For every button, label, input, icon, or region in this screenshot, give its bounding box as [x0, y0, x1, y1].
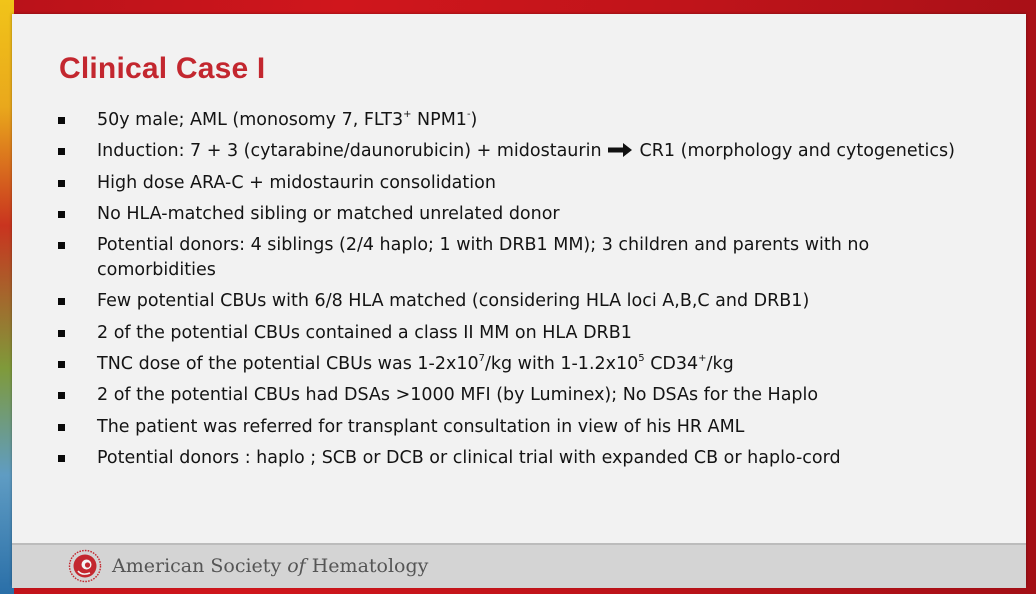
bullet-item: [58, 289, 958, 314]
bullet-text: TNC dose of the potential CBUs was 1-2x10: [97, 354, 479, 375]
bullet-text: High dose ARA-C + midostaurin consolidation: [97, 172, 496, 193]
bullet-item: [58, 446, 958, 471]
bullet-text: CD34: [644, 354, 699, 375]
bullet-text: No HLA-matched sibling or matched unrelated donor: [97, 203, 560, 224]
bullet-text: Induction: 7 + 3 (cytarabine/daunorubicin) + midostaurin: [97, 141, 602, 162]
ash-logo-icon: [68, 549, 102, 583]
bullet-item: [58, 171, 958, 196]
bullet-superscript: +: [403, 109, 412, 121]
bullet-item: [58, 383, 958, 408]
footer-org-name: American Society of Hematology: [112, 555, 429, 577]
bullet-text: /kg with 1-1.2x10: [484, 354, 639, 375]
bullet-text: Potential donors : haplo ; SCB or DCB or clinical trial with expanded CB or haplo-cord: [97, 447, 841, 468]
bullet-superscript: +: [698, 353, 707, 365]
bullet-item: [58, 415, 958, 440]
bullet-text: /kg: [706, 354, 734, 375]
bullet-item: [58, 233, 958, 283]
bullet-item: [58, 108, 958, 133]
bullet-text: CR1 (morphology and cytogenetics): [639, 141, 955, 162]
bullet-superscript: 7: [478, 353, 485, 365]
bullet-text: Potential donors: 4 siblings (2/4 haplo; 1 with DRB1 MM); 3 children and parents with no comorbidities: [97, 235, 870, 281]
bullet-item: [58, 202, 958, 227]
bullet-superscript: -: [466, 109, 471, 121]
right-arrow-icon: [608, 143, 632, 157]
bullet-item: [58, 352, 958, 377]
bullet-text: 50y male; AML (monosomy 7, FLT3: [97, 110, 404, 130]
slide: [12, 14, 1026, 586]
bullet-superscript: 5: [638, 353, 645, 365]
bullet-item: [58, 321, 958, 346]
footer-bar: [12, 543, 1026, 588]
bullet-text: NPM1: [411, 110, 467, 130]
bullet-item: [58, 139, 958, 164]
slide-title: Clinical Case I: [59, 52, 266, 85]
bullet-text: 2 of the potential CBUs had DSAs >1000 MFI (by Luminex); No DSAs for the Haplo: [97, 385, 819, 406]
bullet-text: 2 of the potential CBUs contained a class II MM on HLA DRB1: [97, 322, 632, 343]
bullet-text: The patient was referred for transplant consultation in view of his HR AML: [97, 416, 745, 437]
bullet-list: [58, 108, 958, 477]
bullet-text: Few potential CBUs with 6/8 HLA matched (considering HLA loci A,B,C and DRB1): [97, 291, 810, 312]
bullet-text: ): [470, 110, 478, 130]
